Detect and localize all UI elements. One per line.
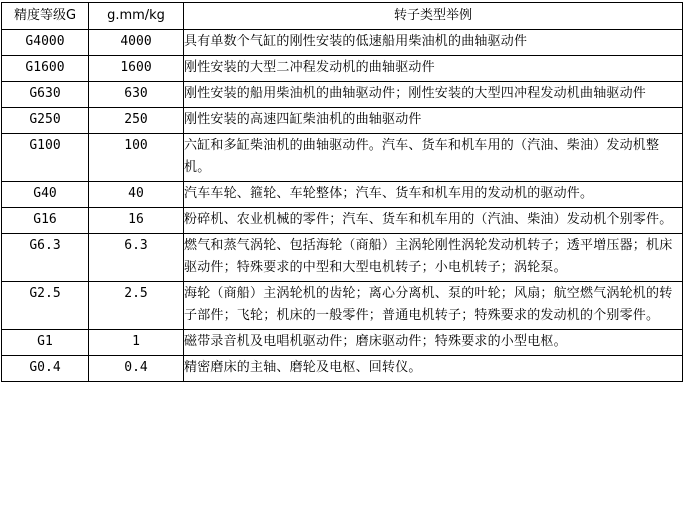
cell-example: 精密磨床的主轴、磨轮及电枢、回转仪。	[184, 356, 683, 382]
cell-example: 海轮（商船）主涡轮机的齿轮；离心分离机、泵的叶轮；风扇；航空燃气涡轮机的转子部件；飞轮；机床的一般零件；普通电机转子；特殊要求的发动机的个别零件。	[184, 282, 683, 330]
table-row	[2, 134, 683, 182]
table-row	[2, 56, 683, 82]
cell-grade: G6.3	[2, 234, 89, 282]
cell-grade: G630	[2, 82, 89, 108]
cell-grade: G1600	[2, 56, 89, 82]
table-row	[2, 30, 683, 56]
cell-grade: G0.4	[2, 356, 89, 382]
cell-example: 汽车车轮、箍轮、车轮整体；汽车、货车和机车用的发动机的驱动件。	[184, 182, 683, 208]
cell-value: 40	[89, 182, 184, 208]
cell-grade: G250	[2, 108, 89, 134]
cell-grade: G4000	[2, 30, 89, 56]
header-example: 转子类型举例	[184, 3, 683, 30]
cell-value: 4000	[89, 30, 184, 56]
cell-grade: G100	[2, 134, 89, 182]
cell-value: 1	[89, 330, 184, 356]
table-row	[2, 356, 683, 382]
table-row	[2, 182, 683, 208]
cell-example: 磁带录音机及电唱机驱动件；磨床驱动件；特殊要求的小型电枢。	[184, 330, 683, 356]
table-row	[2, 234, 683, 282]
cell-example: 刚性安装的大型二冲程发动机的曲轴驱动件	[184, 56, 683, 82]
cell-value: 100	[89, 134, 184, 182]
cell-value: 1600	[89, 56, 184, 82]
cell-example: 粉碎机、农业机械的零件；汽车、货车和机车用的（汽油、柴油）发动机个别零件。	[184, 208, 683, 234]
table-row	[2, 282, 683, 330]
cell-example: 刚性安装的高速四缸柴油机的曲轴驱动件	[184, 108, 683, 134]
cell-value: 630	[89, 82, 184, 108]
table-row	[2, 330, 683, 356]
cell-example: 六缸和多缸柴油机的曲轴驱动件。汽车、货车和机车用的（汽油、柴油）发动机整机。	[184, 134, 683, 182]
cell-value: 16	[89, 208, 184, 234]
cell-grade: G40	[2, 182, 89, 208]
table-row	[2, 108, 683, 134]
cell-grade: G2.5	[2, 282, 89, 330]
table-header-row	[2, 3, 683, 30]
cell-example: 刚性安装的船用柴油机的曲轴驱动件；刚性安装的大型四冲程发动机曲轴驱动件	[184, 82, 683, 108]
cell-value: 6.3	[89, 234, 184, 282]
table-row	[2, 82, 683, 108]
balance-grade-table	[1, 2, 683, 382]
cell-value: 2.5	[89, 282, 184, 330]
cell-value: 250	[89, 108, 184, 134]
header-value: g.mm/kg	[89, 3, 184, 30]
cell-grade: G16	[2, 208, 89, 234]
cell-example: 具有单数个气缸的刚性安装的低速船用柴油机的曲轴驱动件	[184, 30, 683, 56]
table-row	[2, 208, 683, 234]
cell-value: 0.4	[89, 356, 184, 382]
cell-grade: G1	[2, 330, 89, 356]
header-grade: 精度等级G	[2, 3, 89, 30]
cell-example: 燃气和蒸气涡轮、包括海轮（商船）主涡轮刚性涡轮发动机转子；透平增压器；机床驱动件；特殊要求的中型和大型电机转子；小电机转子；涡轮泵。	[184, 234, 683, 282]
